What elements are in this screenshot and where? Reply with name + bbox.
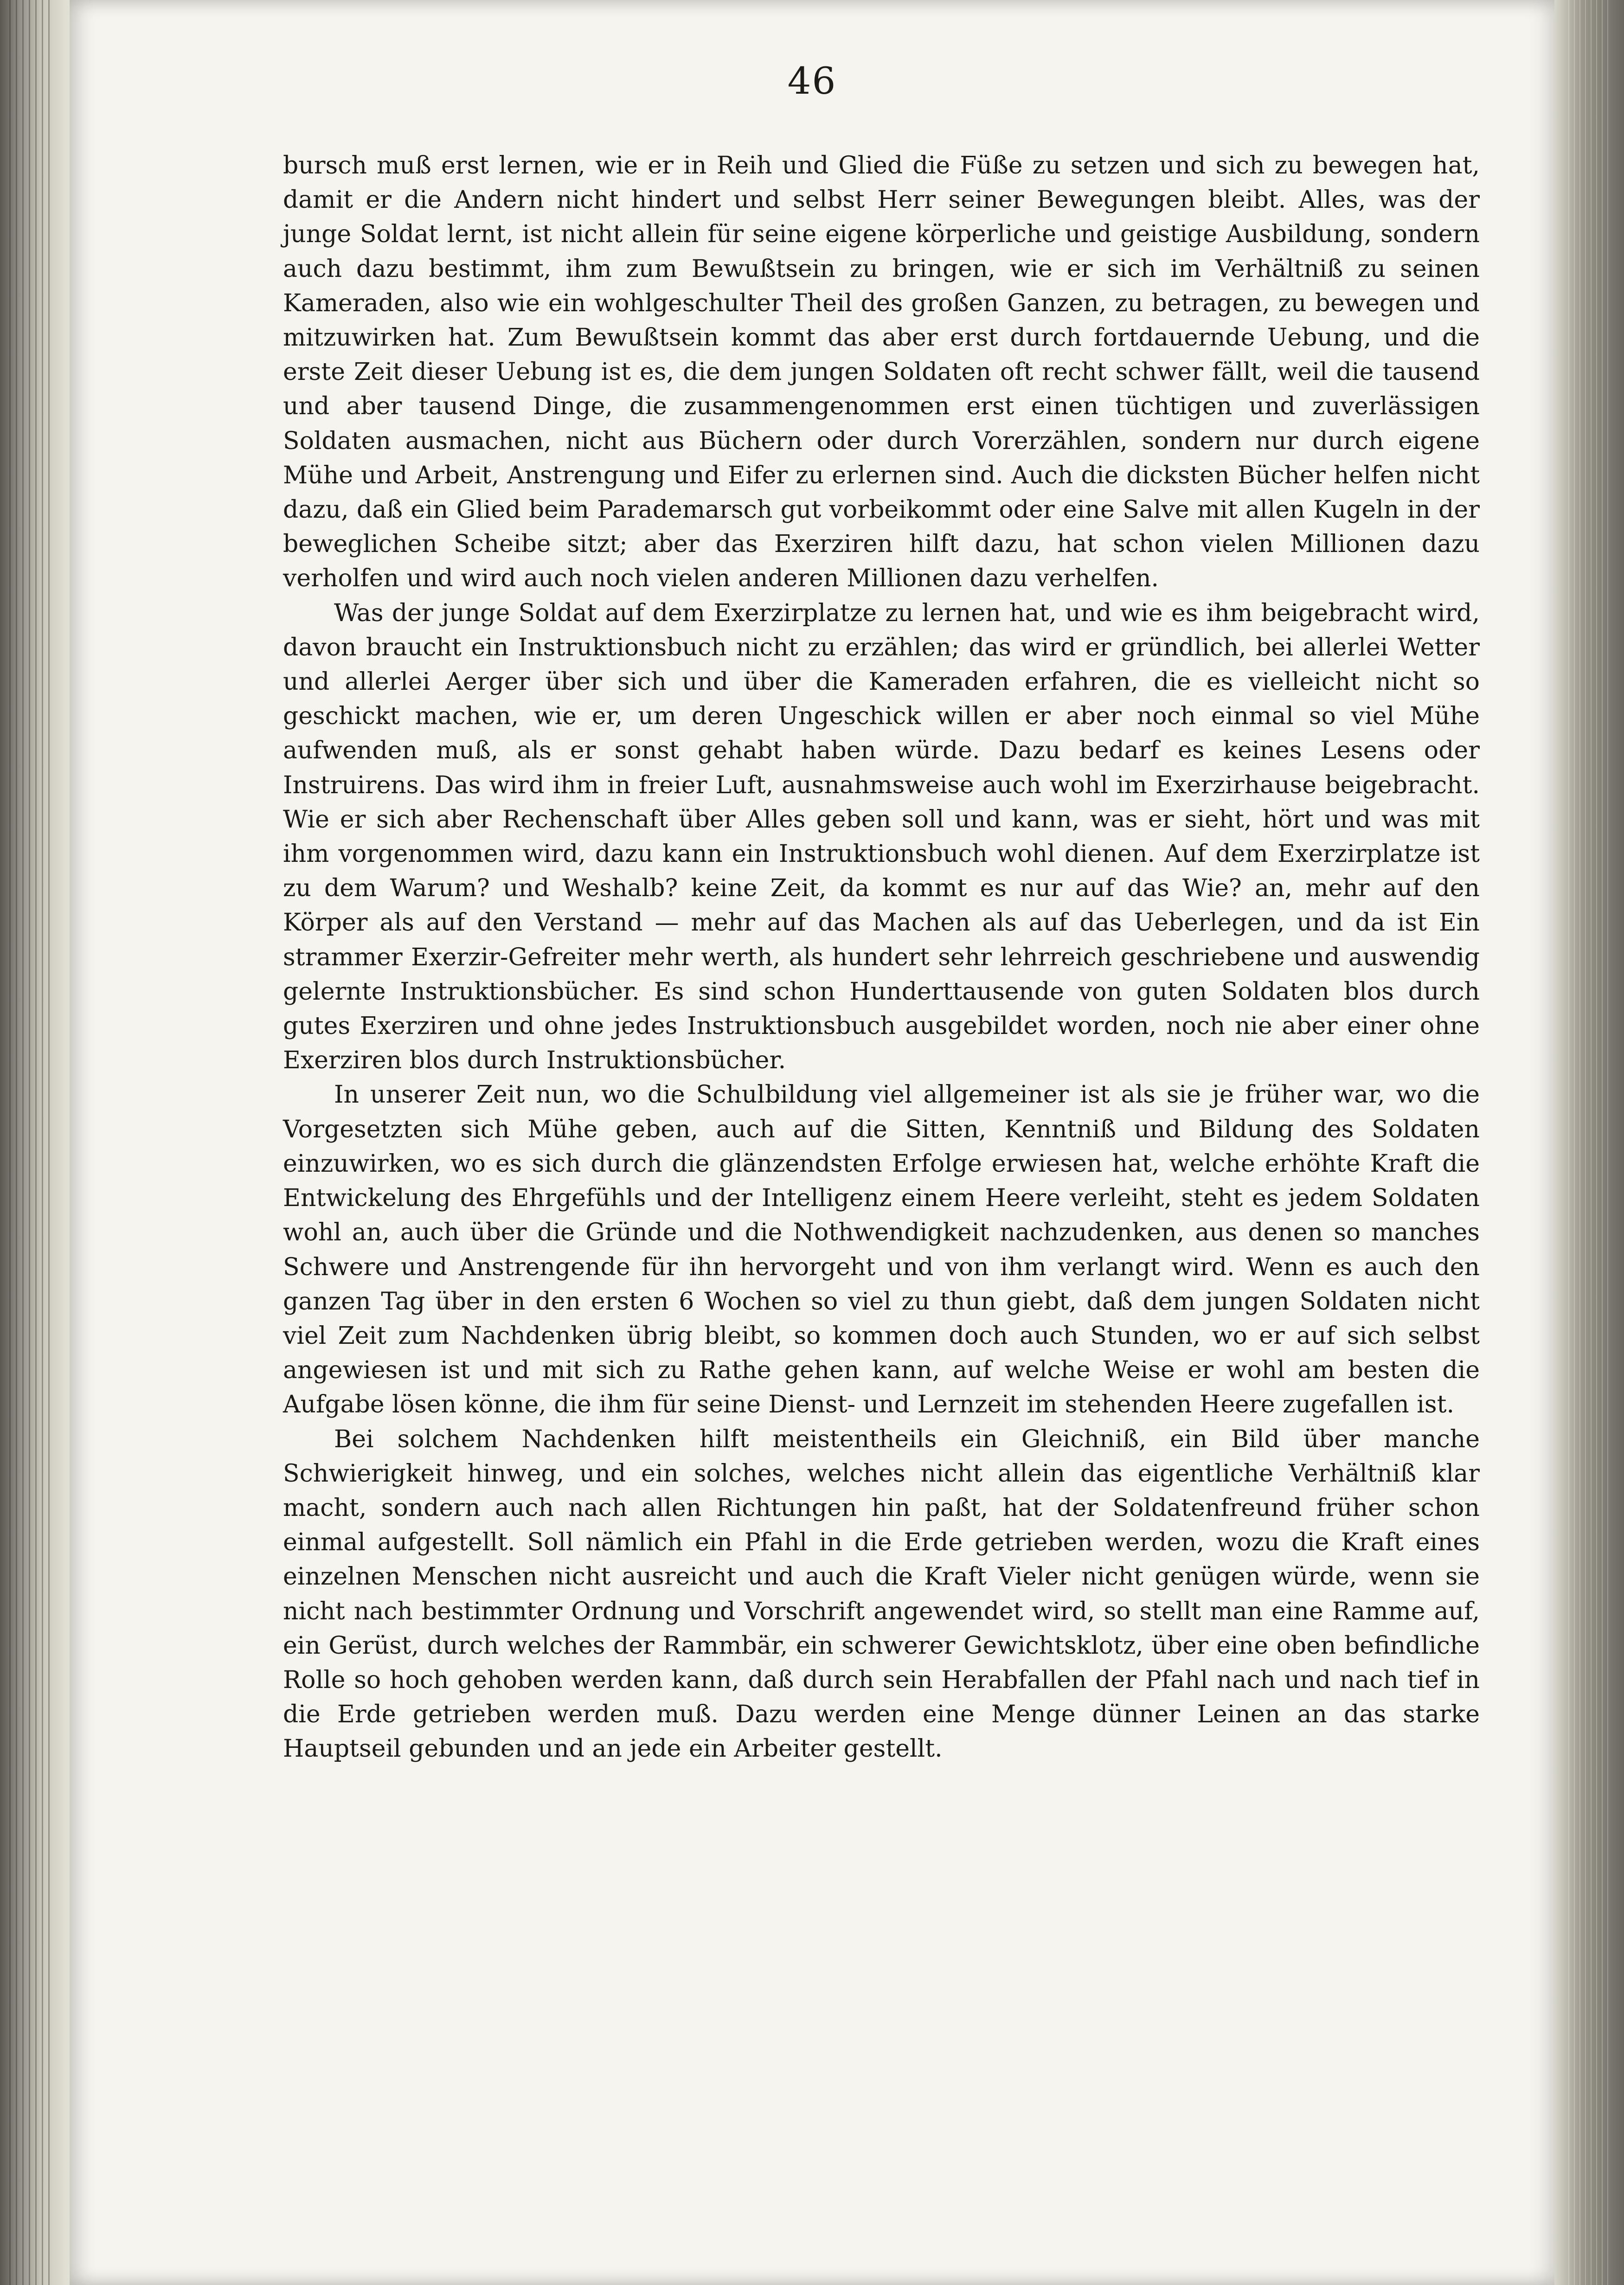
paragraph: Bei solchem Nachdenken hilft meistentheils ein Gleichniß, ein Bild über manche Schwierigkeit hinweg, und ein solches, welches nicht allein das eigentliche Verhältniß klar macht, sondern auch nach allen Richtungen hin paßt, hat der Soldatenfreund früher schon einmal aufgestellt. Soll nämlich ein Pfahl in die Erde getrieben werden, wozu die Kraft eines einzelnen Menschen nicht ausreicht und auch die Kraft Vieler nicht genügen würde, wenn sie nicht nach bestimmter Ordnung und Vorschrift angewendet wird, so stellt man eine Ramme auf, ein Gerüst, durch welches der Rammbär, ein schwerer Gewichtsklotz, über eine oben befindliche Rolle so hoch gehoben werden kann, daß durch sein Herabfallen der Pfahl nach und nach tief in die Erde getrieben werden muß. Dazu werden eine Menge dünner Leinen an das starke Hauptseil gebunden und an jede ein Arbeiter gestellt. [283,1425,1480,1763]
paragraph: In unserer Zeit nun, wo die Schulbildung viel allgemeiner ist als sie je früher war, wo die Vorgesetzten sich Mühe geben, auch auf die Sitten, Kenntniß und Bildung des Soldaten einzuwirken, wo es sich durch die glänzendsten Erfolge erwiesen hat, welche erhöhte Kraft die Entwickelung des Ehrgefühls und der Intelligenz einem Heere verleiht, steht es jedem Soldaten wohl an, auch über die Gründe und die Nothwendigkeit nachzudenken, aus denen so manches Schwere und Anstrengende für ihn hervorgeht und von ihm verlangt wird. Wenn es auch den ganzen Tag über in den ersten 6 Wochen so viel zu thun giebt, daß dem jungen Soldaten nicht viel Zeit zum Nachdenken übrig bleibt, so kommen doch auch Stunden, wo er auf sich selbst angewiesen ist und mit sich zu Rathe gehen kann, auf welche Weise er wohl am besten die Aufgabe lösen könne, die ihm für seine Dienst- und Lernzeit im stehenden Heere zugefallen ist. [283,1081,1480,1419]
body-text [283,148,1480,1766]
page-edges-left [9,0,51,2285]
page-edges-right [1568,0,1610,2285]
page-number: 46 [787,59,837,103]
book-page [70,0,1554,2285]
paragraph: Was der junge Soldat auf dem Exerzirplatze zu lernen hat, und wie es ihm beigebracht wird, davon braucht ein Instruktionsbuch nicht zu erzählen; das wird er gründlich, bei allerlei Wetter und allerlei Aerger über sich und über die Kameraden erfahren, die es vielleicht nicht so geschickt machen, wie er, um deren Ungeschick willen er aber noch einmal so viel Mühe aufwenden muß, als er sonst gehabt haben würde. Dazu bedarf es keines Lesens oder Instruirens. Das wird ihm in freier Luft, ausnahmsweise auch wohl im Exerzirhause beigebracht. Wie er sich aber Rechenschaft über Alles geben soll und kann, was er sieht, hört und was mit ihm vorgenommen wird, dazu kann ein Instruktionsbuch wohl dienen. Auf dem Exerzirplatze ist zu dem Warum? und Weshalb? keine Zeit, da kommt es nur auf das Wie? an, mehr auf den Körper als auf den Verstand — mehr auf das Machen als auf das Ueberlegen, und da ist Ein strammer Exerzir-Gefreiter mehr werth, als hundert sehr lehrreich geschriebene und auswendig gelernte Instruktionsbücher. Es sind schon Hunderttausende von guten Soldaten blos durch gutes Exerziren und ohne jedes Instruktionsbuch ausgebildet worden, noch nie aber einer ohne Exerziren blos durch Instruktionsbücher. [283,599,1480,1075]
paragraph-continued: bursch muß erst lernen, wie er in Reih und Glied die Füße zu setzen und sich zu bewegen hat, damit er die Andern nicht hindert und selbst Herr seiner Bewegungen bleibt. Alles, was der junge Soldat lernt, ist nicht allein für seine eigene körperliche und geistige Ausbildung, sondern auch dazu bestimmt, ihm zum Bewußtsein zu bringen, wie er sich im Verhältniß zu seinen Kameraden, also wie ein wohlgeschulter Theil des großen Ganzen, zu betragen, zu bewegen und mitzuwirken hat. Zum Bewußtsein kommt das aber erst durch fortdauernde Uebung, und die erste Zeit dieser Uebung ist es, die dem jungen Soldaten oft recht schwer fällt, weil die tausend und aber tausend Dinge, die zusammengenommen erst einen tüchtigen und zuverlässigen Soldaten ausmachen, nicht aus Büchern oder durch Vorerzählen, sondern nur durch eigene Mühe und Arbeit, Anstrengung und Eifer zu erlernen sind. Auch die dicksten Bücher helfen nicht dazu, daß ein Glied beim Parademarsch gut vorbeikommt oder eine Salve mit allen Kugeln in der beweglichen Scheibe sitzt; aber das Exerziren hilft dazu, hat schon vielen Millionen dazu verholfen und wird auch noch vielen anderen Millionen dazu verhelfen. [283,152,1480,593]
